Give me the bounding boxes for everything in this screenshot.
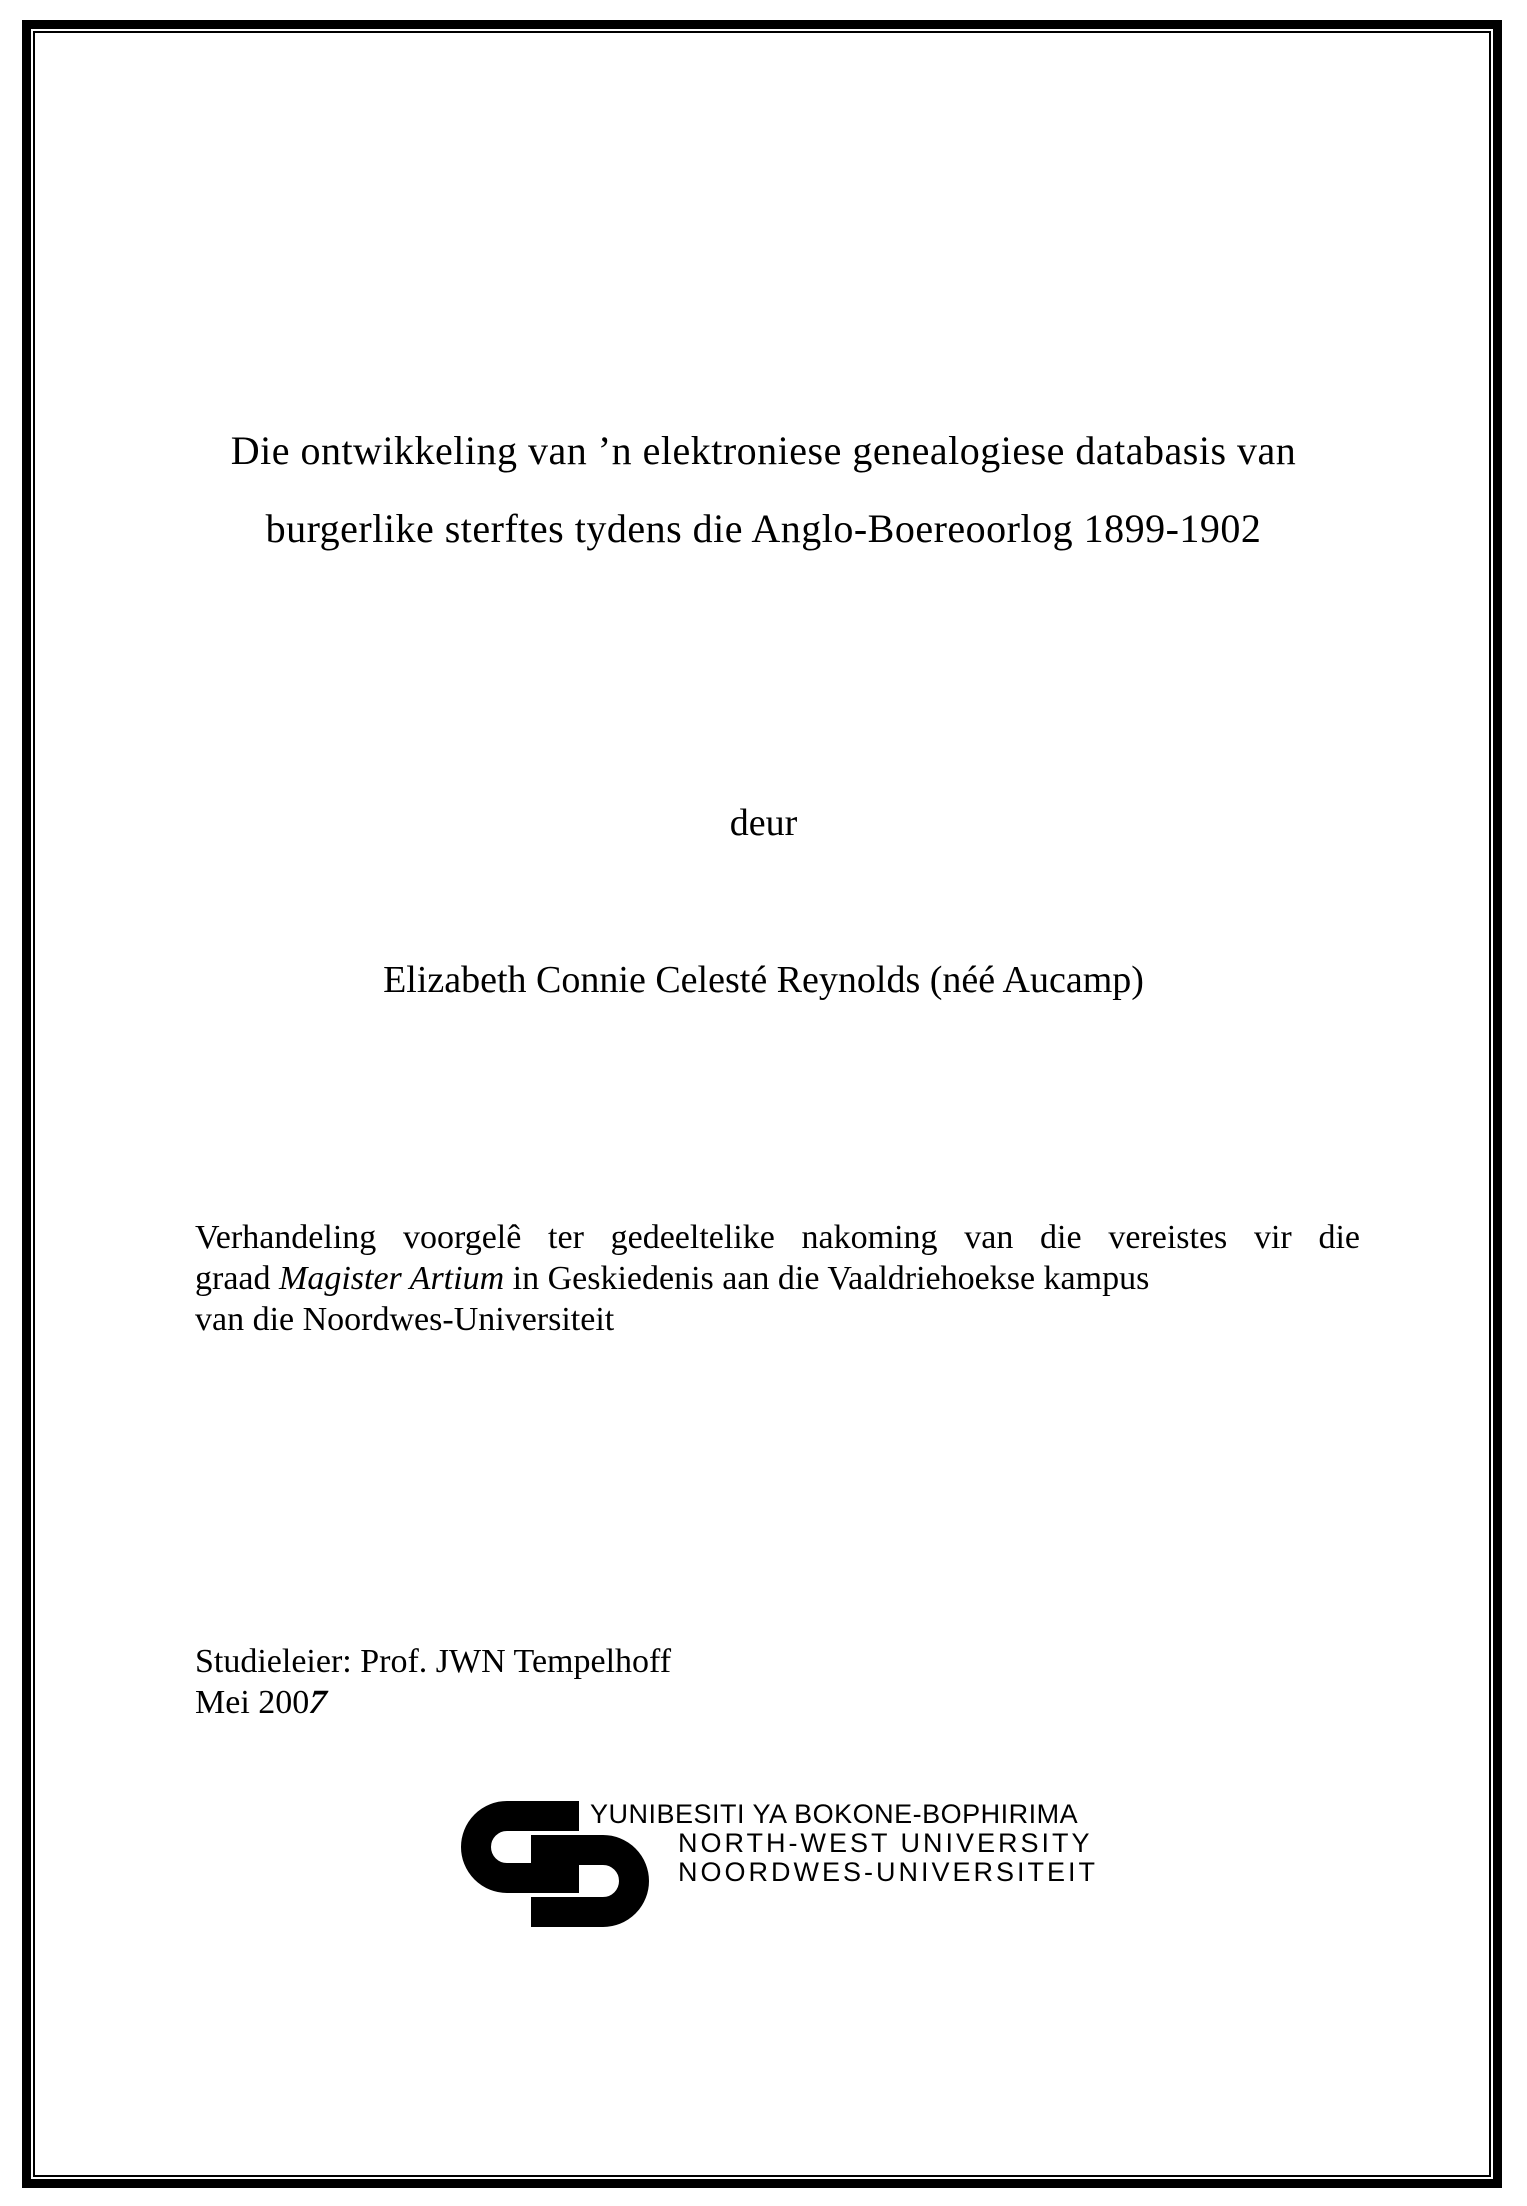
degree-statement xyxy=(195,1217,1360,1340)
date-last-digit: 7 xyxy=(303,1684,332,1721)
author-name: Elizabeth Connie Celesté Reynolds (néé Aucamp) xyxy=(383,959,1144,1001)
supervisor-block xyxy=(195,1641,1095,1723)
thesis-title xyxy=(90,412,1437,568)
degree-name-italic: Magister Artium xyxy=(279,1260,505,1297)
thesis-title-line1: Die ontwikkeling van ’n elektroniese genealogiese databasis van xyxy=(230,427,1297,473)
logo-line-english: NORTH-WEST UNIVERSITY xyxy=(678,1828,1093,1858)
degree-statement-line2-post: in Geskiedenis aan die Vaaldriehoekse kampus xyxy=(504,1260,1150,1297)
degree-statement-line1: Verhandeling voorgelê ter gedeeltelike nakoming van die vereistes vir die xyxy=(195,1219,1360,1256)
degree-statement-line2-pre: graad xyxy=(195,1260,280,1297)
date-line xyxy=(195,1682,1095,1723)
logo-line-setswana: YUNIBESITI YA BOKONE-BOPHIRIMA xyxy=(590,1799,1079,1829)
university-logo-text xyxy=(590,1800,1098,1887)
logo-line-afrikaans: NOORDWES-UNIVERSITEIT xyxy=(678,1857,1099,1887)
degree-statement-line2 xyxy=(195,1258,1360,1299)
degree-statement-line3: van die Noordwes-Universiteit xyxy=(195,1301,615,1338)
byline-deur: deur xyxy=(729,802,798,844)
supervisor-line: Studieleier: Prof. JWN Tempelhoff xyxy=(195,1643,672,1680)
thesis-title-line2: burgerlike sterftes tydens die Anglo-Boereoorlog 1899-1902 xyxy=(265,505,1262,551)
date-prefix: Mei 200 xyxy=(195,1684,310,1721)
